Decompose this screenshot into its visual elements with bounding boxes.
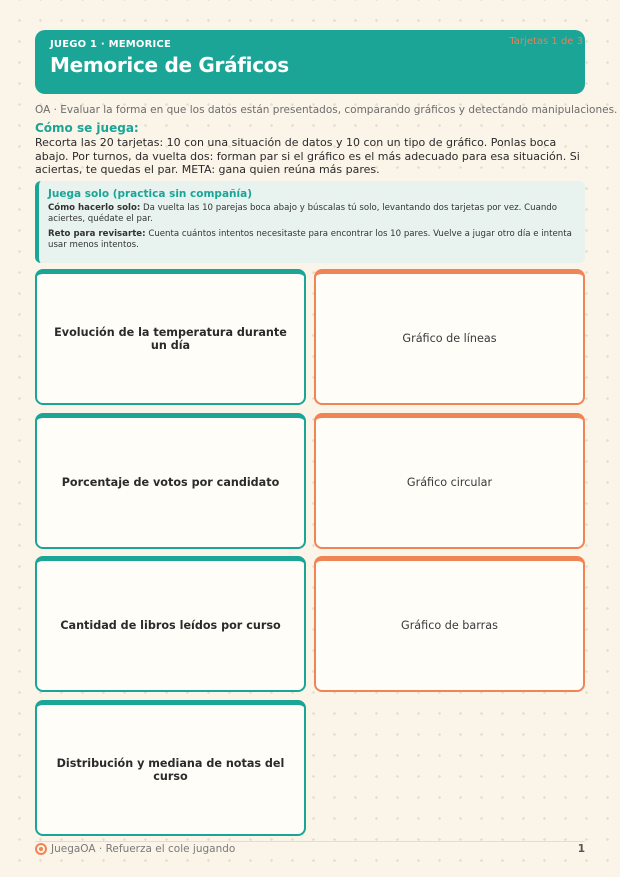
page-number: 1	[577, 843, 585, 855]
solo-play-heading: Juega solo (practica sin compañía)	[48, 188, 252, 200]
cards-page-indicator: Tarjetas 1 de 3	[509, 36, 583, 47]
page-title: Memorice de Gráficos	[50, 53, 289, 77]
situation-card: Distribución y mediana de notas del curso	[35, 700, 306, 836]
game-kicker: JUEGO 1 · MEMORICE	[50, 39, 172, 50]
title-banner	[35, 30, 585, 94]
solo-play-box	[35, 181, 585, 263]
chart-type-card: Gráfico de barras	[314, 556, 585, 692]
situation-card: Evolución de la temperatura durante un día	[35, 269, 306, 405]
situation-card: Cantidad de libros leídos por curso	[35, 556, 306, 692]
solo-challenge-text: Cuenta cuántos intentos necesitaste para encontrar los 10 pares. Vuelve a jugar otro día e intenta usar menos intentos.	[48, 228, 572, 251]
learning-objective: OA · Evaluar la forma en que los datos están presentados, comparando gráficos y detectando manipulaciones.	[35, 104, 618, 116]
brand-logo-icon	[35, 843, 47, 855]
situation-card: Porcentaje de votos por candidato	[35, 413, 306, 549]
chart-type-card: Gráfico de líneas	[314, 269, 585, 405]
solo-challenge-label: Reto para revisarte:	[48, 228, 146, 239]
footer-brand	[35, 843, 235, 855]
how-to-play-text: Recorta las 20 tarjetas: 10 con una situación de datos y 10 con un tipo de gráfico. Ponlas boca abajo. Por turnos, da vuelta dos: forman par si el gráfico es el más adecuado para esa situación. Si aciertas, te quedas el par. META: gana quien reúna más pares.	[35, 136, 580, 177]
chart-type-card: Gráfico circular	[314, 413, 585, 549]
solo-challenge-line	[48, 229, 575, 252]
how-to-play-heading: Cómo se juega:	[35, 121, 139, 135]
footer-divider	[35, 841, 585, 842]
footer-brand-text: JuegaOA · Refuerza el cole jugando	[51, 843, 236, 855]
solo-how-label: Cómo hacerlo solo:	[48, 203, 141, 213]
solo-how-text: Da vuelta las 10 parejas boca abajo y búscalas tú solo, levantando dos tarjetas por vez. Cuando aciertes, quédate el par.	[48, 203, 558, 225]
solo-how-line	[48, 203, 575, 226]
